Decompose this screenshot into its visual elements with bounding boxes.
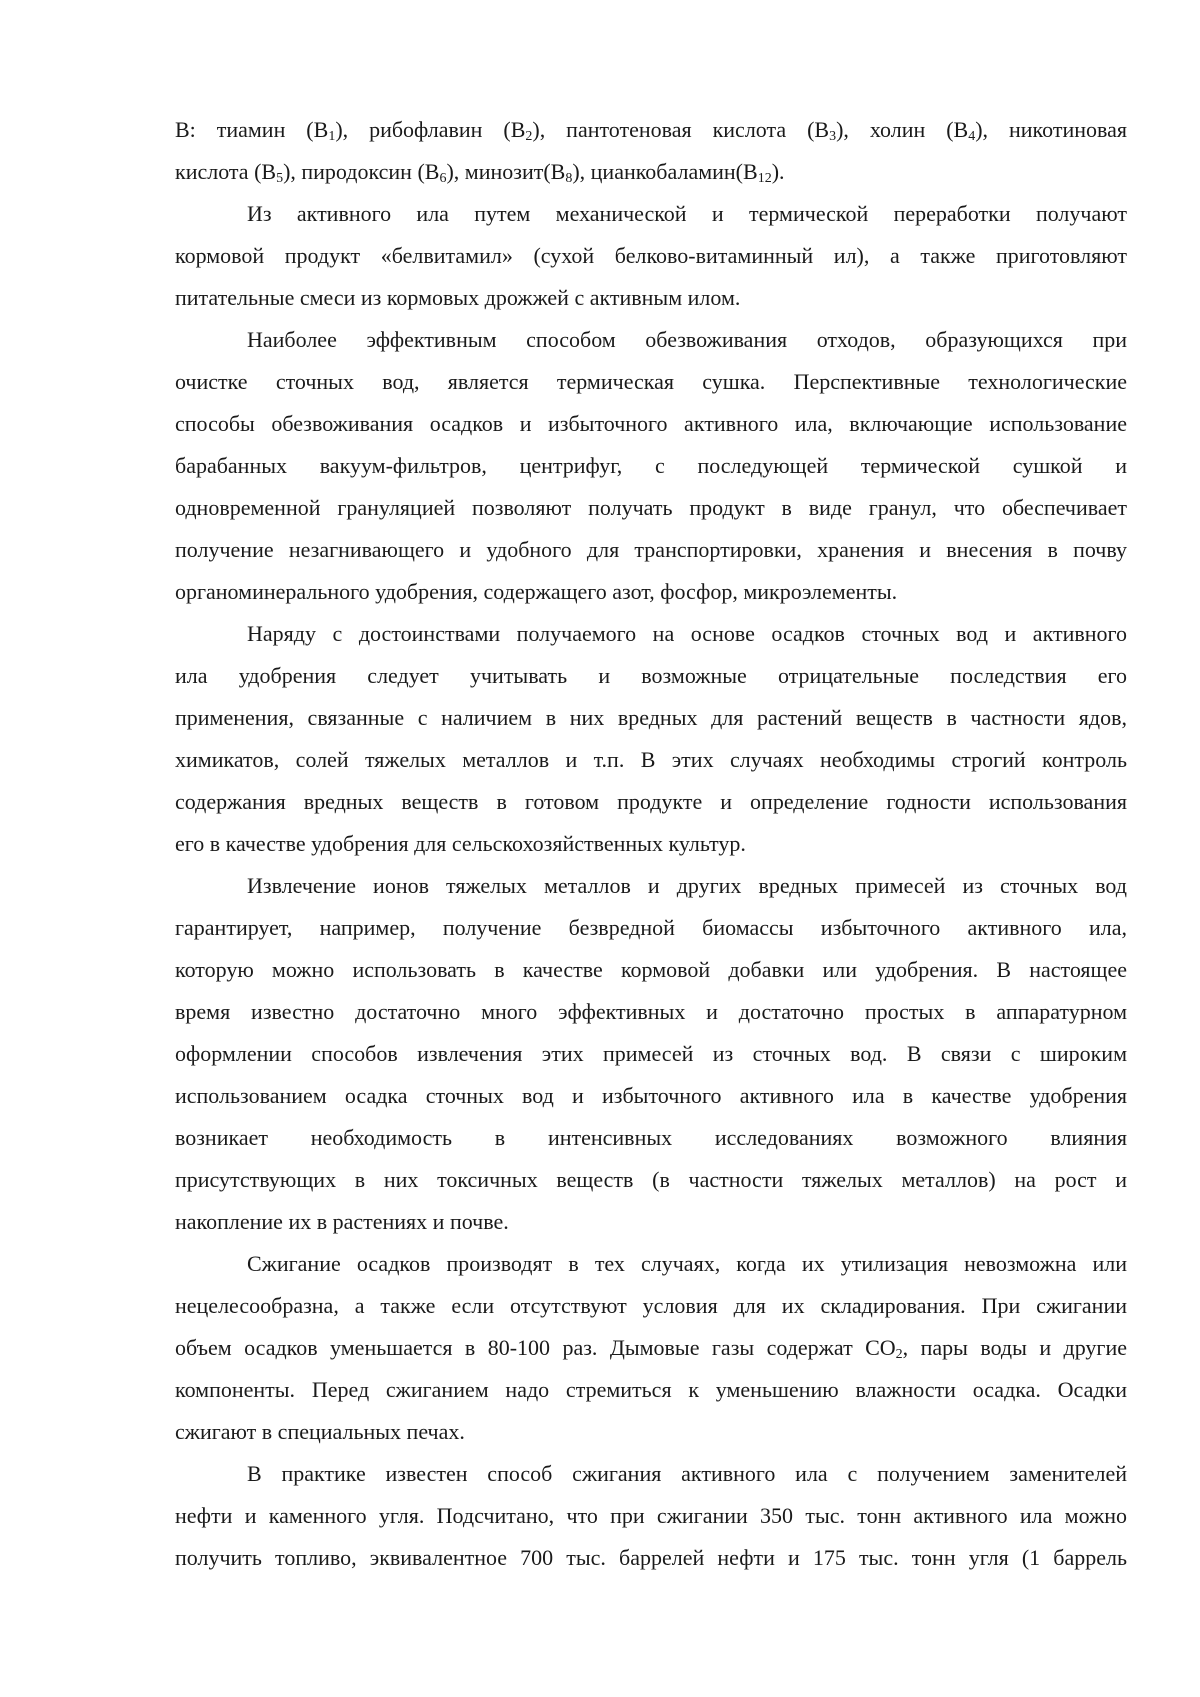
text-line — [175, 571, 1127, 613]
text-line — [175, 1369, 1127, 1411]
text-run: ), холин (В — [836, 117, 969, 142]
text-line — [175, 1033, 1127, 1075]
text-run: ), рибофлавин (В — [335, 117, 526, 142]
text-line — [175, 193, 1127, 235]
text-run: химикатов, солей тяжелых металлов и т.п. В этих случаях необходимы строгий контроль — [175, 747, 1127, 772]
text-line — [175, 655, 1127, 697]
subscript: 5 — [276, 171, 284, 186]
text-run: объем осадков уменьшается в 80-100 раз. Дымовые газы содержат СО — [175, 1335, 896, 1360]
text-line — [175, 319, 1127, 361]
subscript: 2 — [895, 1347, 903, 1362]
text-line — [175, 487, 1127, 529]
text-line — [175, 1285, 1127, 1327]
text-run: нефти и каменного угля. Подсчитано, что при сжигании 350 тыс. тонн активного ила можно — [175, 1503, 1127, 1528]
text-run: время известно достаточно много эффективных и достаточно простых в аппаратурном — [175, 999, 1127, 1024]
text-run: органоминерального удобрения, содержащего азот, фосфор, микроэлементы. — [175, 579, 898, 604]
text-run: ), пиродоксин (В — [283, 159, 440, 184]
text-run: получить топливо, эквивалентное 700 тыс. баррелей нефти и 175 тыс. тонн угля (1 баррель — [175, 1545, 1127, 1570]
text-run: кормовой продукт «белвитамил» (сухой белково-витаминный ил), а также приготовляют — [175, 243, 1127, 268]
text-run: барабанных вакуум-фильтров, центрифуг, с последующей термической сушкой и — [175, 453, 1127, 478]
text-run: ), никотиновая — [975, 117, 1127, 142]
paragraph — [175, 109, 1127, 193]
text-run: кислота (В — [175, 159, 277, 184]
paragraph — [175, 193, 1127, 319]
text-line — [175, 1159, 1127, 1201]
text-line — [175, 949, 1127, 991]
subscript: 4 — [968, 129, 976, 144]
text-run: применения, связанные с наличием в них вредных для растений веществ в частности ядов, — [175, 705, 1127, 730]
text-run: компоненты. Перед сжиганием надо стремиться к уменьшению влажности осадка. Осадки — [175, 1377, 1127, 1402]
document-text — [175, 109, 1127, 1579]
text-line — [175, 403, 1127, 445]
text-run: питательные смеси из кормовых дрожжей с активным илом. — [175, 285, 741, 310]
text-line — [175, 697, 1127, 739]
text-line — [175, 529, 1127, 571]
text-line — [175, 1495, 1127, 1537]
text-run: Наряду с достоинствами получаемого на основе осадков сточных вод и активного — [247, 621, 1127, 646]
text-line — [175, 1537, 1127, 1579]
text-run: ). — [771, 159, 785, 184]
text-line — [175, 361, 1127, 403]
text-line — [175, 865, 1127, 907]
text-run: Извлечение ионов тяжелых металлов и других вредных примесей из сточных вод — [247, 873, 1127, 898]
text-run: содержания вредных веществ в готовом продукте и определение годности использования — [175, 789, 1127, 814]
text-run: ила удобрения следует учитывать и возможные отрицательные последствия его — [175, 663, 1127, 688]
text-run: получение незагнивающего и удобного для транспортировки, хранения и внесения в почву — [175, 537, 1127, 562]
paragraph — [175, 613, 1127, 865]
subscript: 2 — [525, 129, 533, 144]
text-run: способы обезвоживания осадков и избыточного активного ила, включающие использование — [175, 411, 1127, 436]
text-line — [175, 991, 1127, 1033]
text-line — [175, 739, 1127, 781]
text-line — [175, 1117, 1127, 1159]
subscript: 1 — [328, 129, 336, 144]
text-run: , пары воды и другие — [902, 1335, 1127, 1360]
text-line — [175, 781, 1127, 823]
text-run: Из активного ила путем механической и термической переработки получают — [247, 201, 1127, 226]
text-run: использованием осадка сточных вод и избыточного активного ила в качестве удобрения — [175, 1083, 1127, 1108]
subscript: 12 — [757, 171, 772, 186]
text-line — [175, 1453, 1127, 1495]
text-run: сжигают в специальных печах. — [175, 1419, 465, 1444]
text-run: ), пантотеновая кислота (В — [532, 117, 830, 142]
text-run: Наиболее эффективным способом обезвоживания отходов, образующихся при — [247, 327, 1127, 352]
text-run: возникает необходимость в интенсивных исследованиях возможного влияния — [175, 1125, 1127, 1150]
text-run: гарантирует, например, получение безвредной биомассы избыточного активного ила, — [175, 915, 1127, 940]
text-run: нецелесообразна, а также если отсутствуют условия для их складирования. При сжигании — [175, 1293, 1127, 1318]
text-run: Сжигание осадков производят в тех случаях, когда их утилизация невозможна или — [247, 1251, 1127, 1276]
paragraph — [175, 865, 1127, 1243]
text-line — [175, 613, 1127, 655]
subscript: 8 — [565, 171, 573, 186]
text-line — [175, 1201, 1127, 1243]
subscript: 6 — [439, 171, 447, 186]
text-run: одновременной грануляцией позволяют получать продукт в виде гранул, что обеспечивает — [175, 495, 1127, 520]
text-run: присутствующих в них токсичных веществ (в частности тяжелых металлов) на рост и — [175, 1167, 1127, 1192]
text-run: В практике известен способ сжигания активного ила с получением заменителей — [247, 1461, 1127, 1486]
text-run: очистке сточных вод, является термическая сушка. Перспективные технологические — [175, 369, 1127, 394]
text-run: которую можно использовать в качестве кормовой добавки или удобрения. В настоящее — [175, 957, 1127, 982]
text-line — [175, 235, 1127, 277]
text-line — [175, 1411, 1127, 1453]
text-line — [175, 1075, 1127, 1117]
text-run: его в качестве удобрения для сельскохозяйственных культур. — [175, 831, 746, 856]
text-run: накопление их в растениях и почве. — [175, 1209, 509, 1234]
text-line — [175, 907, 1127, 949]
text-line — [175, 277, 1127, 319]
paragraph — [175, 319, 1127, 613]
text-line — [175, 445, 1127, 487]
text-run: оформлении способов извлечения этих примесей из сточных вод. В связи с широким — [175, 1041, 1127, 1066]
subscript: 3 — [829, 129, 837, 144]
text-line — [175, 1243, 1127, 1285]
text-run: В: тиамин (В — [175, 117, 329, 142]
text-line — [175, 1327, 1127, 1369]
text-run: ), цианкобаламин(В — [572, 159, 758, 184]
text-run: ), минозит(В — [446, 159, 566, 184]
paragraph — [175, 1453, 1127, 1579]
paragraph — [175, 1243, 1127, 1453]
text-line — [175, 109, 1127, 151]
text-line — [175, 151, 1127, 193]
text-line — [175, 823, 1127, 865]
